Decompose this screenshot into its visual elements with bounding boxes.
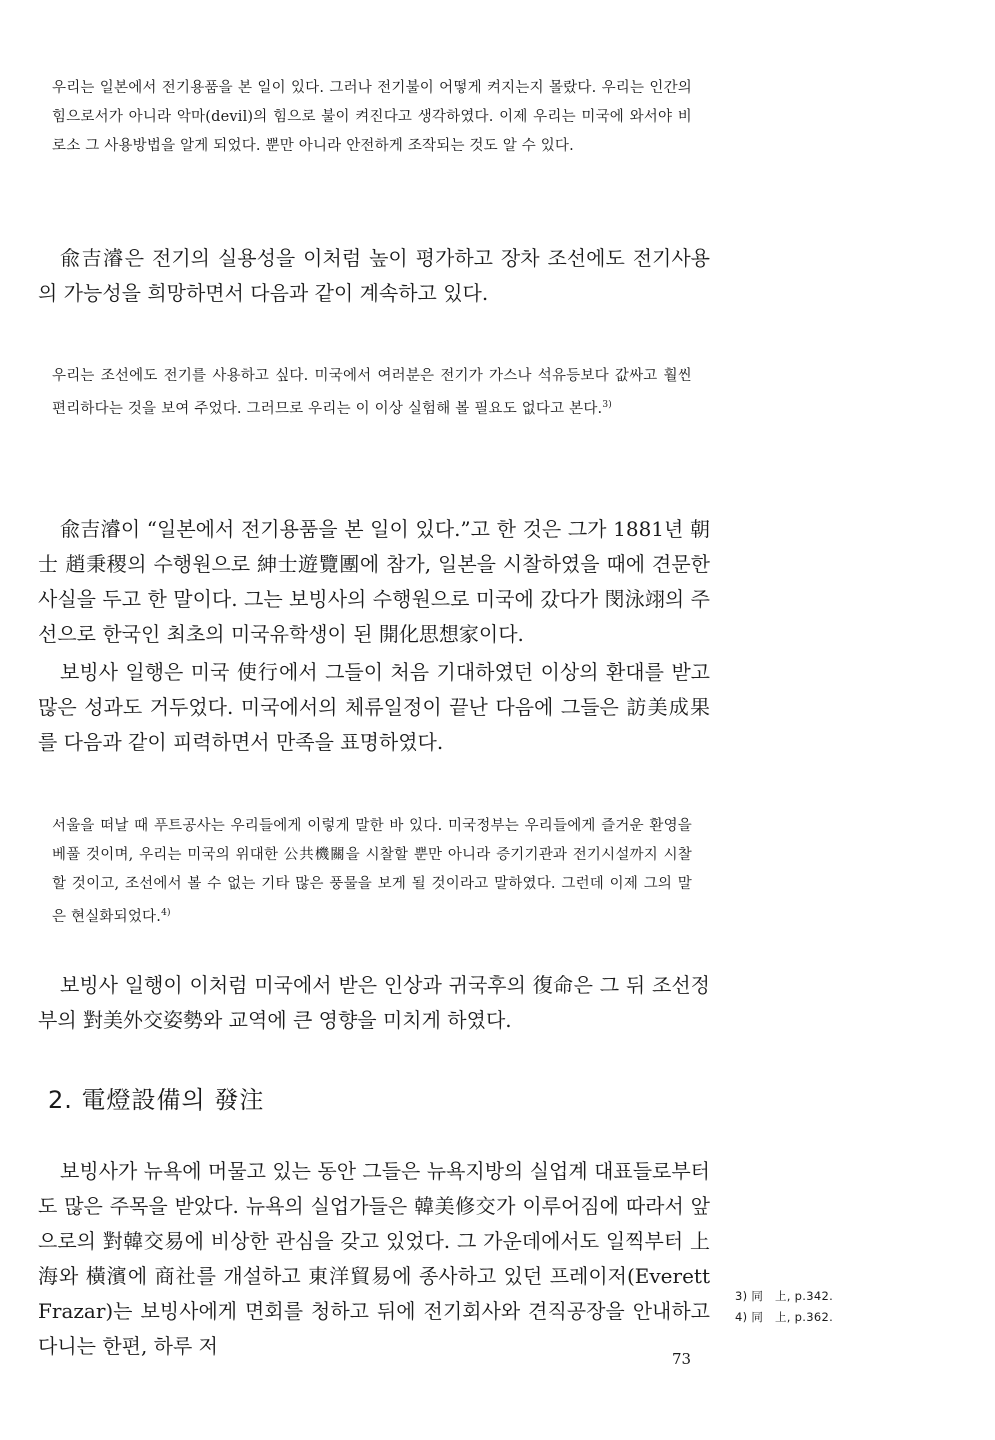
quote-2-text: 우리는 조선에도 전기를 사용하고 싶다. 미국에서 여러분은 전기가 가스나 석유등보다 값싸고 훨씬 편리하다는 것을 보여 주었다. 그러므로 우리는 이 이상 실험해 볼 필요도 없다고 본다. [52,368,692,417]
paragraph-5 [38,1154,710,1364]
paragraph-2-text: 兪吉濬이 “일본에서 전기용품을 본 일이 있다.”고 한 것은 그가 1881년 朝士 趙秉稷의 수행원으로 紳士遊覽團에 참가, 일본을 시찰하였을 때에 견문한 사실을 두고 한 말이다. 그는 보빙사의 수행원으로 미국에 갔다가 閔泳翊의 주선으로 한국인 최초의 미국유학생이 된 開化思想家이다. [38,517,710,646]
paragraph-3-text: 보빙사 일행은 미국 使行에서 그들이 처음 기대하였던 이상의 환대를 받고 많은 성과도 거두었다. 미국에서의 체류일정이 끝난 다음에 그들은 訪美成果를 다음과 같이 피력하면서 만족을 표명하였다. [38,660,710,754]
section-heading: 2. 電燈設備의 發注 [48,1086,265,1114]
page-number: 73 [672,1350,692,1368]
quote-3-text: 서울을 떠날 때 푸트공사는 우리들에게 이렇게 말한 바 있다. 미국정부는 우리들에게 즐거운 환영을 베풀 것이며, 우리는 미국의 위대한 公共機關을 시찰할 뿐만 아니라 증기기관과 전기시설까지 시찰할 것이고, 조선에서 볼 수 없는 기타 많은 풍물을 보게 될 것이라고 말하였다. 그런데 이제 그의 말은 현실화되었다. [52,818,692,925]
quote-block-3 [52,812,692,932]
footnotes [735,1286,833,1328]
quote-1-text: 우리는 일본에서 전기용품을 본 일이 있다. 그러나 전기불이 어떻게 켜지는지 몰랐다. 우리는 인간의 힘으로서가 아니라 악마(devil)의 힘으로 불이 켜진다고 생각하였다. 이제 우리는 미국에 와서야 비로소 그 사용방법을 알게 되었다. 뿐만 아니라 안전하게 조작되는 것도 알 수 있다. [52,80,692,154]
footnote-ref-4: 4) [161,908,171,918]
paragraph-4-text: 보빙사 일행이 이처럼 미국에서 받은 인상과 귀국후의 復命은 그 뒤 조선정부의 對美外交姿勢와 교역에 큰 영향을 미치게 하였다. [38,973,710,1032]
paragraph-1 [38,241,710,311]
paragraph-3 [38,655,710,760]
paragraph-5-text: 보빙사가 뉴욕에 머물고 있는 동안 그들은 뉴욕지방의 실업계 대표들로부터도 많은 주목을 받았다. 뉴욕의 실업가들은 韓美修交가 이루어짐에 따라서 앞으로의 對韓交易에 비상한 관심을 갖고 있었다. 그 가운데에서도 일찍부터 上海와 橫濱에 商社를 개설하고 東洋貿易에 종사하고 있던 프레이저(Everett Frazar)는 보빙사에게 면회를 청하고 뒤에 전기회사와 견직공장을 안내하고 다니는 한편, 하루 저 [38,1159,710,1358]
quote-block-1 [52,74,692,161]
footnote-ref-3: 3) [602,400,613,410]
footnote-4: 4) 同 上, p.362. [735,1310,834,1324]
quote-block-2 [52,362,692,424]
paragraph-4 [38,968,710,1038]
footnote-3: 3) 同 上, p.342. [735,1289,834,1303]
paragraph-1-text: 兪吉濬은 전기의 실용성을 이처럼 높이 평가하고 장차 조선에도 전기사용의 가능성을 희망하면서 다음과 같이 계속하고 있다. [38,246,710,305]
paragraph-2 [38,512,710,652]
